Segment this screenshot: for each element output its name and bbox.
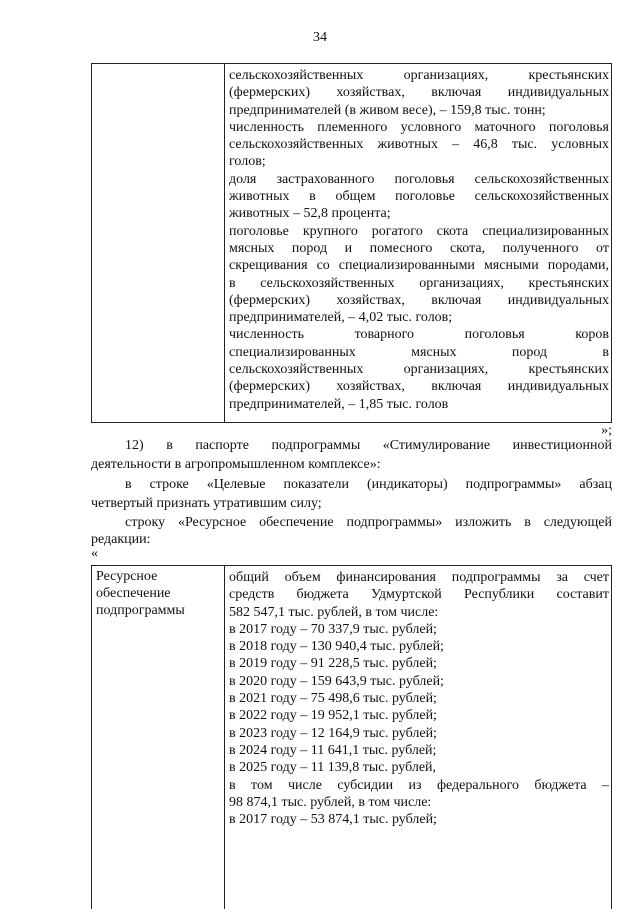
- table1-line: мясных пород и помесного скота, полученного от: [229, 240, 609, 257]
- table2-line: общий объем финансирования подпрограммы за счет: [229, 569, 609, 586]
- table1-line: доля застрахованного поголовья сельскохозяйственных: [229, 171, 609, 188]
- table1-line: предпринимателей, – 1,85 тыс. голов: [229, 396, 609, 413]
- table2-right-cell: [225, 566, 612, 909]
- paragraph-line: четвертый признать утратившим силу;: [91, 495, 612, 513]
- table2-line: в 2017 году – 70 337,9 тыс. рублей;: [229, 621, 609, 638]
- table2-line: в 2025 году – 11 139,8 тыс. рублей,: [229, 759, 609, 776]
- table1-line: в сельскохозяйственных организациях, крестьянских: [229, 275, 609, 292]
- table1-line: скрещивания со специализированными мясными породами,: [229, 257, 609, 274]
- page-number: 34: [0, 30, 640, 46]
- table2-left-cell: Ресурсное обеспечение подпрограммы: [92, 566, 225, 909]
- table2-line: 582 547,1 тыс. рублей, в том числе:: [229, 604, 609, 621]
- table2-line: в 2020 году – 159 643,9 тыс. рублей;: [229, 673, 609, 690]
- table1-line: предпринимателей, – 4,02 тыс. голов;: [229, 309, 609, 326]
- table2-line: в 2022 году – 19 952,1 тыс. рублей;: [229, 707, 609, 724]
- table1-line: специализированных мясных пород в: [229, 344, 609, 361]
- paragraph-line: деятельности в агропромышленном комплексе»:: [91, 456, 612, 474]
- table1-line: сельскохозяйственных организациях, крестьянских: [229, 67, 609, 84]
- paragraph-line: в строке «Целевые показатели (индикаторы) подпрограммы» абзац: [91, 476, 612, 494]
- table1-line: животных в общем поголовье сельскохозяйственных: [229, 188, 609, 205]
- table1-line: (фермерских) хозяйствах, включая индивидуальных: [229, 84, 609, 101]
- table1-line: (фермерских) хозяйствах, включая индивидуальных: [229, 378, 609, 395]
- table1-line: животных – 52,8 процента;: [229, 205, 609, 222]
- table2-line: средств бюджета Удмуртской Республики составит: [229, 586, 609, 603]
- table2-line: в 2021 году – 75 498,6 тыс. рублей;: [229, 690, 609, 707]
- table1-line: сельскохозяйственных организациях, крестьянских: [229, 361, 609, 378]
- passport-table-continued: [91, 63, 612, 423]
- closing-quote: »;: [601, 423, 612, 439]
- table2-line: в 2024 году – 11 641,1 тыс. рублей;: [229, 742, 609, 759]
- opening-quote: «: [91, 546, 98, 562]
- table2-line: в том числе субсидии из федерального бюджета –: [229, 777, 609, 794]
- paragraph-line: 12) в паспорте подпрограммы «Стимулирование инвестиционной: [91, 437, 612, 455]
- table1-line: сельскохозяйственных животных – 46,8 тыс. условных: [229, 136, 609, 153]
- paragraph-line: редакции:: [91, 531, 612, 549]
- table2-line: 98 874,1 тыс. рублей, в том числе:: [229, 794, 609, 811]
- table1-right-cell: [225, 64, 612, 423]
- table2-line: в 2019 году – 91 228,5 тыс. рублей;: [229, 655, 609, 672]
- paragraph-line: строку «Ресурсное обеспечение подпрограммы» изложить в следующей: [91, 514, 612, 532]
- table1-line: (фермерских) хозяйствах, включая индивидуальных: [229, 292, 609, 309]
- table2-line: в 2018 году – 130 940,4 тыс. рублей;: [229, 638, 609, 655]
- table2-line: в 2017 году – 53 874,1 тыс. рублей;: [229, 811, 609, 828]
- table1-line: численность товарного поголовья коров: [229, 326, 609, 343]
- table1-line: поголовье крупного рогатого скота специализированных: [229, 223, 609, 240]
- table1-line: численность племенного условного маточного поголовья: [229, 119, 609, 136]
- table2-line: в 2023 году – 12 164,9 тыс. рублей;: [229, 725, 609, 742]
- table1-line: голов;: [229, 153, 609, 170]
- table1-line: предпринимателей (в живом весе), – 159,8 тыс. тонн;: [229, 102, 609, 119]
- resource-provision-table: [91, 565, 612, 909]
- table1-left-cell: [92, 64, 225, 423]
